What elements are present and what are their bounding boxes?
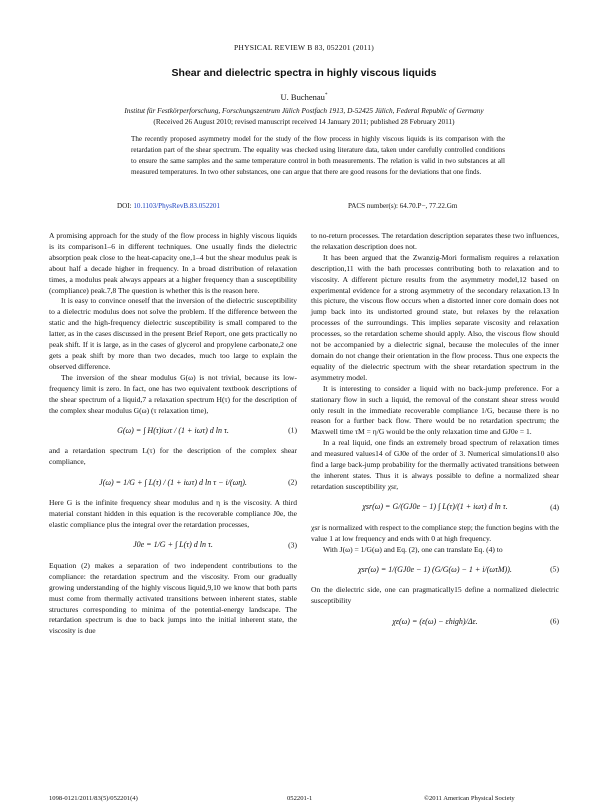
left-column xyxy=(49,231,297,637)
paragraph: In a real liquid, one finds an extremely broad spectrum of relaxation times and measured values14 of GJ0e of the order of 3. Numerical simulations10 also find a large back-jump probability for the thermally activated transitions between the inherent states. Thus it is always possible to define a normalized shear retardation susceptibility χsr, xyxy=(311,438,559,491)
author-name: U. Buchenau xyxy=(280,92,325,102)
equation-3 xyxy=(49,531,297,561)
paper-title: Shear and dielectric spectra in highly viscous liquids xyxy=(171,67,437,79)
equation-4 xyxy=(311,493,559,523)
paragraph: Equation (2) makes a separation of two independent contributions to the compliance: the retardation spectrum and the viscosity. From our gradually growing understanding of the highly viscous liquid,9,10 we know that both parts must come from thermally activated transitions between inherent states, stable structures corresponding to minima of the potential-energy landscape. The retardation spectrum is due to back jumps into the initial inherent state, the viscosity is due xyxy=(49,560,297,636)
equation-number: (5) xyxy=(550,565,559,575)
footer-copyright: ©2011 American Physical Society xyxy=(424,795,515,802)
paragraph: A promising approach for the study of the flow process in highly viscous liquids is its comparison1–6 in different techniques. One usually finds the dielectric absorption peak close to the heat-capacity one,1–4 but the shear modulus peak is about half a decade higher in frequency. In a broad distribution of relaxation times, a modulus peak always appears at a higher frequency than a susceptibility (compliance) peak.7,8 The question is whether this is the reason here. xyxy=(49,231,297,295)
abstract: The recently proposed asymmetry model for the study of the flow process in highly viscous liquids is its comparison with the retardation part of the shear spectrum. The equality was checked using literature data, taken under carefully controlled conditions to ensure the same samples and the same temperature control in both measurements. The relation is valid in two substances at all measured temperatures. In two other substances, one can argue that there are good reasons for the deviations that one finds. xyxy=(131,135,505,176)
equation-body: J0e = 1/G + ∫ L(τ) d ln τ. xyxy=(133,540,213,550)
paragraph: and a retardation spectrum L(τ) for the description of the complex shear compliance, xyxy=(49,446,297,467)
paragraph: The inversion of the shear modulus G(ω) is not trivial, because its low-frequency limit is zero. In fact, one has two equivalent textbook descriptions of the shear spectrum of a liquid,7 a relaxation spectrum H(τ) for the description of the complex shear modulus G(ω) (τ relaxation time), xyxy=(49,372,297,415)
author-line xyxy=(0,92,608,102)
equation-body: G(ω) = ∫ H(τ)iωτ / (1 + iωτ) d ln τ. xyxy=(117,425,229,435)
paragraph: to no-return processes. The retardation description separates these two influences, the relaxation description does not. xyxy=(311,231,559,251)
doi-line xyxy=(117,202,220,210)
equation-body: χsr(ω) = 1/(GJ0e − 1) (G/G(ω) − 1 + i/(ωτM)). xyxy=(358,565,512,575)
journal-header: PHYSICAL REVIEW B 83, 052201 (2011) xyxy=(233,43,375,52)
pacs-numbers: PACS number(s): 64.70.P−, 77.22.Gm xyxy=(348,202,458,210)
equation-body: χsr(ω) = G/(GJ0e − 1) ∫ L(τ)/(1 + iωτ) d ln τ. xyxy=(362,502,508,512)
equation-number: (6) xyxy=(550,616,559,626)
doi-label: DOI: xyxy=(117,202,132,210)
footer-page-number: 052201-1 xyxy=(287,795,313,802)
paragraph: On the dielectric side, one can pragmatically15 define a normalized dielectric susceptibility xyxy=(311,585,559,606)
paragraph: Here G is the infinite frequency shear modulus and η is the viscosity. A third material constant hidden in this equation is the recoverable compliance J0e, the elastic compliance plus the integral over the retardation processes, xyxy=(49,498,297,530)
equation-body: χε(ω) = (ε(ω) − εhigh)/Δε. xyxy=(392,616,478,626)
equation-6 xyxy=(311,607,559,637)
doi-link[interactable]: 10.1103/PhysRevB.83.052201 xyxy=(133,202,221,210)
paragraph: χsr is normalized with respect to the compliance step; the function begins with the value 1 at low frequency and ends with 0 at high frequency. xyxy=(311,522,559,543)
paragraph: It is interesting to consider a liquid with no back-jump preference. For a stationary flow in such a liquid, the removal of the constant shear stress would only result in the immediate recoverable compliance 1/G, because there is no reason for a further back flow. There would be no retardation spectrum; the Maxwell time τM = η/G would be the only relaxation time and GJ0e = 1. xyxy=(311,383,559,437)
affiliation: Institut für Festkörperforschung, Forschungszentrum Jülich Postfach 1913, D-52425 Jülich, Federal Republic of Germany xyxy=(124,106,484,115)
equation-body: J(ω) = 1/G + ∫ L(τ) / (1 + iωτ) d ln τ − i/(ωη). xyxy=(99,477,247,487)
equation-number: (3) xyxy=(288,540,297,550)
equation-2 xyxy=(49,468,297,498)
received-dates: (Received 26 August 2010; revised manuscript received 14 January 2011; published 28 February 2011) xyxy=(153,117,455,126)
equation-number: (4) xyxy=(550,502,559,512)
right-column xyxy=(311,231,559,637)
paragraph: It is easy to convince oneself that the inversion of the dielectric susceptibility to a dielectric modulus does not solve the problem. If the difference between the static and the high-frequency dielectric susceptibility is small compared to the latter, as in the cases discussed in the present Brief Report, one gets practically no peak shift. If it is large, as in the cases of glycerol and propylene carbonate,2 one gets a peak shift by more than two decades, much too large to explain the observed difference. xyxy=(49,296,297,371)
author-footnote-mark[interactable]: * xyxy=(324,93,328,99)
paragraph: With J(ω) = 1/G(ω) and Eq. (2), one can translate Eq. (4) to xyxy=(323,544,503,554)
footer-issn: 1098-0121/2011/83(5)/052201(4) xyxy=(49,795,138,802)
paragraph: It has been argued that the Zwanzig-Mori formalism requires a relaxation description,11 with the bath processes contributing both to relaxation and to viscosity. A different picture results from the asymmetry model,12 based on experimental evidence for a strong asymmetry of the secondary relaxation.13 In this picture, the viscous flow occurs when a distorted inner core domain does not jump back into its undistorted ground state, but relaxes by the relaxation processes of the surroundings. This implies separate viscosity and relaxation processes, so the retardation scheme should apply. Also, the viscous flow should not be accompanied by a dielectric signal, because the molecules of the inner domain do not change their orientation in the flow process. Thus one expects the equality of the dielectric spectrum with the shear retardation spectrum in the asymmetry model. xyxy=(311,252,559,382)
equation-number: (1) xyxy=(288,425,297,435)
equation-5 xyxy=(311,555,559,585)
equation-number: (2) xyxy=(288,477,297,487)
equation-1 xyxy=(49,416,297,446)
